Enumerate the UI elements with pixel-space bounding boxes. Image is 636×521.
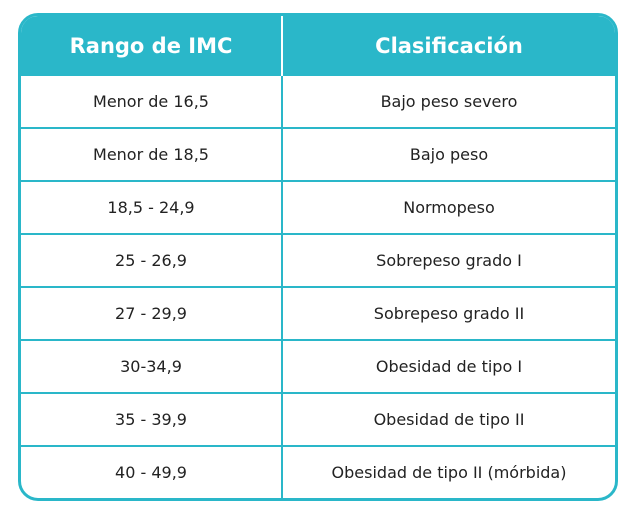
table-row xyxy=(21,233,615,286)
table-row xyxy=(21,286,615,339)
range-cell: 35 - 39,9 xyxy=(21,394,283,445)
table-row xyxy=(21,339,615,392)
table-row xyxy=(21,127,615,180)
range-cell: 18,5 - 24,9 xyxy=(21,182,283,233)
classification-cell: Bajo peso severo xyxy=(380,92,518,111)
range-cell: Menor de 18,5 xyxy=(21,129,283,180)
classification-cell: Sobrepeso grado I xyxy=(376,251,522,270)
table-body xyxy=(21,76,615,498)
table-row xyxy=(21,445,615,498)
header-classification: Clasificación xyxy=(375,34,523,58)
classification-cell: Obesidad de tipo II (mórbida) xyxy=(331,463,567,482)
range-cell: 40 - 49,9 xyxy=(21,447,283,498)
classification-cell: Bajo peso xyxy=(409,145,489,164)
table-row xyxy=(21,76,615,127)
table-row xyxy=(21,180,615,233)
imc-classification-table xyxy=(18,13,618,501)
range-cell: Menor de 16,5 xyxy=(21,76,283,127)
classification-cell: Sobrepeso grado II xyxy=(373,304,525,323)
range-cell: 27 - 29,9 xyxy=(21,288,283,339)
range-cell: 30-34,9 xyxy=(21,341,283,392)
classification-cell: Obesidad de tipo I xyxy=(375,357,523,376)
header-imc-range: Rango de IMC xyxy=(21,16,283,76)
range-cell: 25 - 26,9 xyxy=(21,235,283,286)
classification-cell: Normopeso xyxy=(403,198,495,217)
table-row xyxy=(21,392,615,445)
classification-cell: Obesidad de tipo II xyxy=(373,410,525,429)
table-header-row xyxy=(21,16,615,76)
